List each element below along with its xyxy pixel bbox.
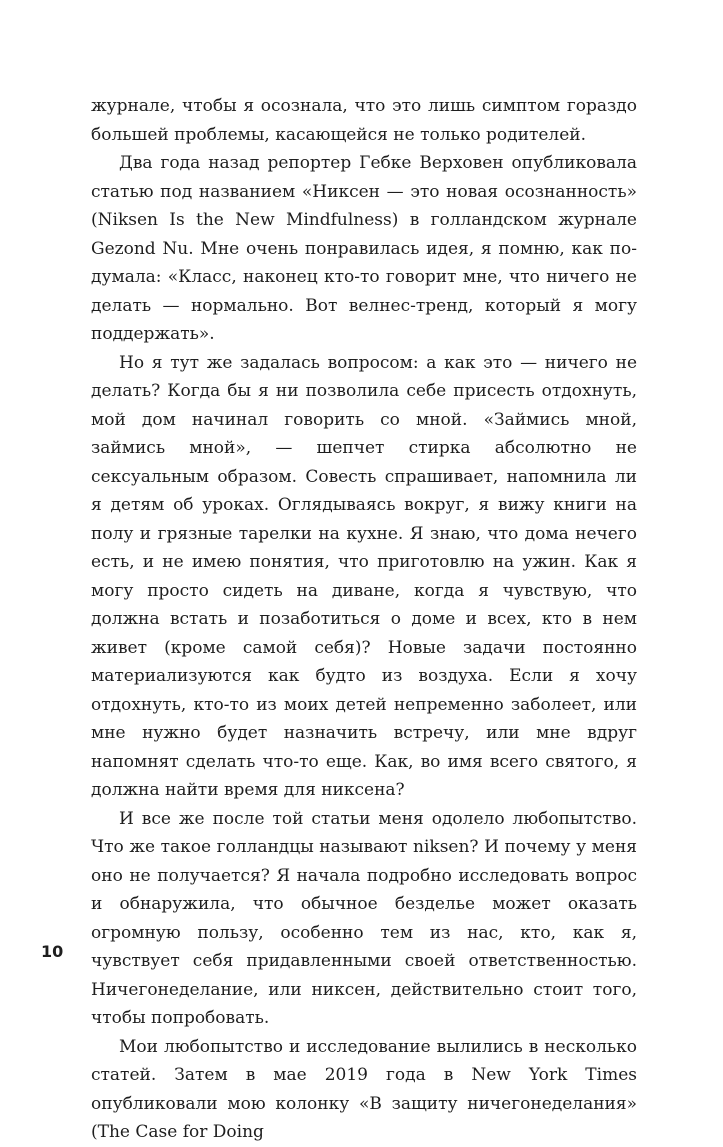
- paragraph-1: журнале, чтобы я осознала, что это лишь симптом гораздо большей проблемы, касающейся не только родителей.: [91, 96, 637, 145]
- page-body: [91, 92, 637, 1147]
- paragraph-5: Мои любопытство и исследование вылились в несколько статей. Затем в мае 2019 года в New York Times опубликовали мою колонку «В защиту ничегонеделания» (The Case for Doing: [91, 1036, 637, 1142]
- paragraph-4: И все же после той статьи меня одолело любопытство. Что же такое голландцы называют niksen? И почему у меня оно не получается? Я начала подробно исследовать вопрос и обнаружила, что обычное безделье может оказать огромную пользу, особенно тем из нас, кто, как я, чувствует себя придавленными своей ответственностью. Ничегонеделание, или никсен, действительно стоит того, чтобы попробовать.: [91, 808, 637, 1028]
- paragraph-3: Но я тут же задалась вопросом: а как это — ничего не делать? Когда бы я ни позволила себе присесть отдохнуть, мой дом начинал говорить со мной. «Займись мной, займись мной», — шепчет стирка абсолютно не сексуальным образом. Совесть спрашивает, напомнила ли я детям об уроках. Оглядываясь вокруг, я вижу книги на полу и грязные тарелки на кухне. Я знаю, что дома нечего есть, и не имею понятия, что приготовлю на ужин. Как я могу просто сидеть на диване, когда я чувствую, что должна встать и позаботиться о доме и всех, кто в нем живет (кроме самой себя)? Новые задачи постоянно материализуются как будто из воздуха. Если я хочу отдохнуть, кто-то из моих детей непременно заболеет, или мне нужно будет назначить встречу, или мне вдруг напомнят сделать что-то еще. Как, во имя всего святого, я должна найти время для никсена?: [91, 352, 637, 800]
- page-number: 10: [41, 942, 64, 961]
- paragraph-2: Два года назад репортер Гебке Верховен опубликовала статью под названием «Никсен — это новая осознанность» (Niksen Is the New Mindfulness) в голландском журнале Gezond Nu. Мне очень понравилась идея, я помню, как подумала: «Класс, наконец кто-то говорит мне, что ничего не делать — нормально. Вот велнес-тренд, который я могу поддержать».: [91, 153, 637, 344]
